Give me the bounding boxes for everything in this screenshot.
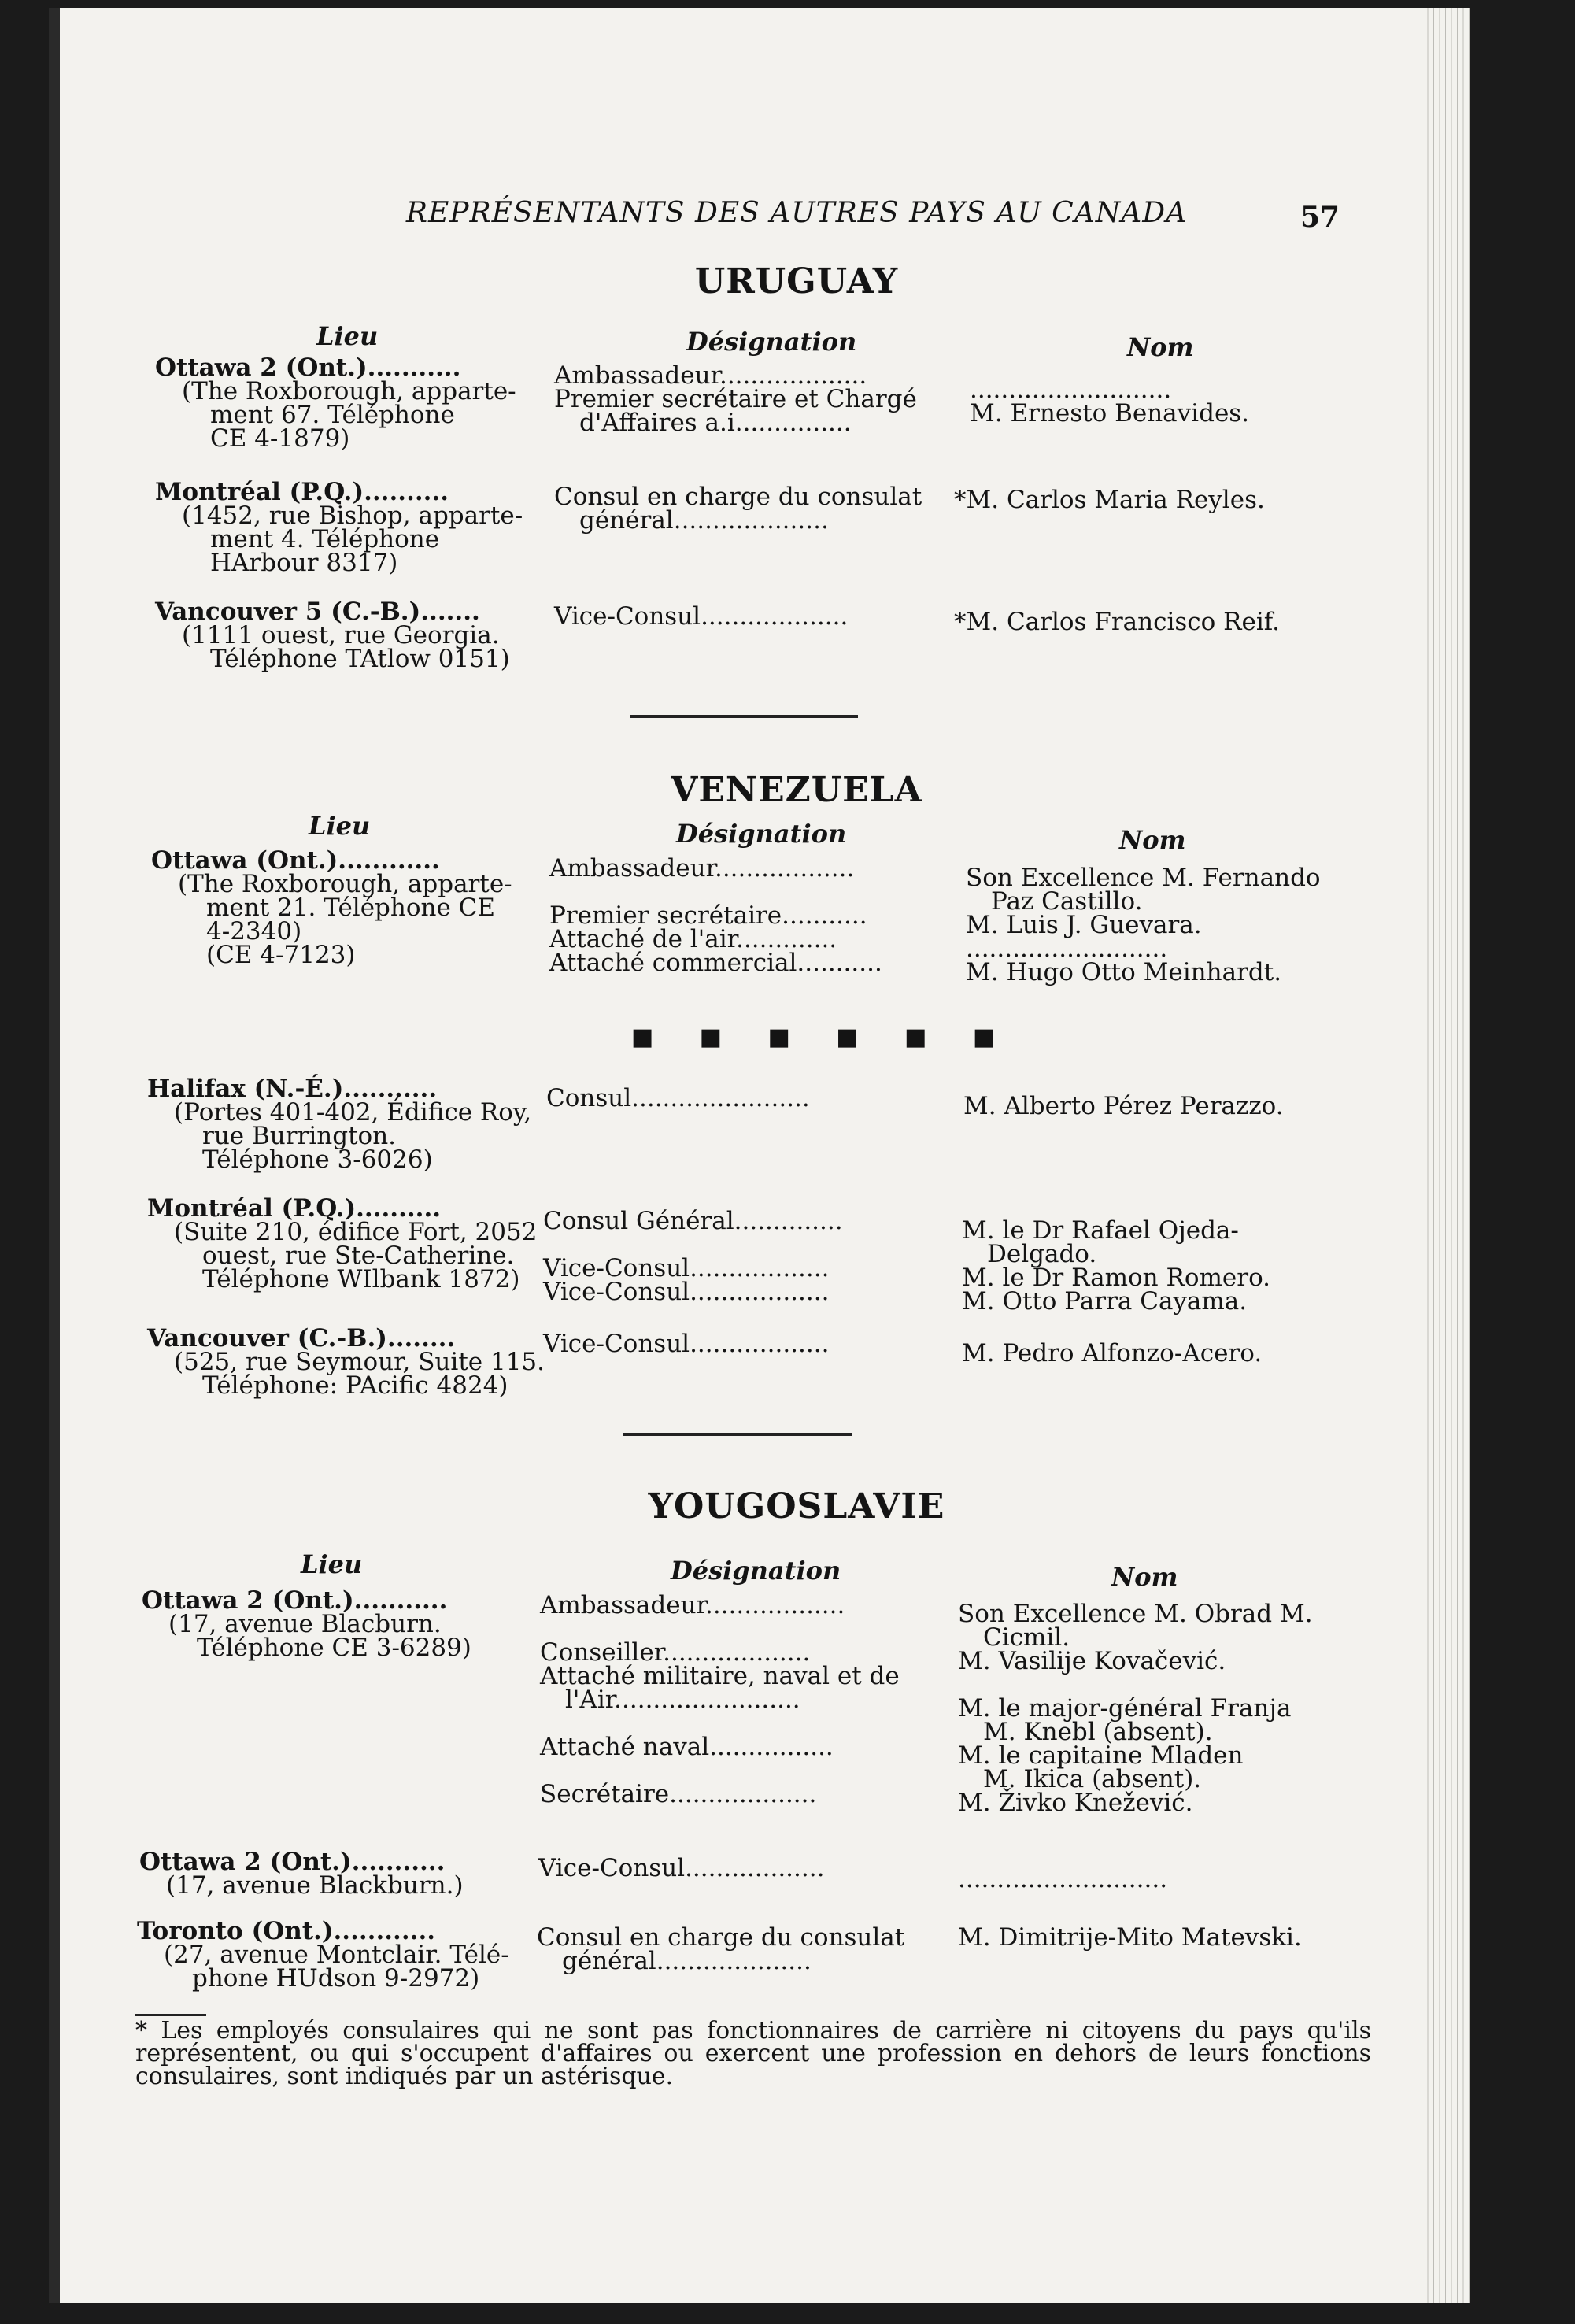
section-divider — [623, 1433, 852, 1436]
entry-designation: Ambassadeur.................. Premier secrétaire........... Attaché de l'air............. Attaché commercial........... — [549, 854, 882, 977]
page-binding — [49, 8, 60, 2303]
column-header-designation: Désignation — [686, 327, 857, 357]
entry-designation: Vice-Consul.................. — [538, 1854, 825, 1882]
entry-lieu: Ottawa 2 (Ont.)........... (17, avenue Blacburn. Téléphone CE 3-6289) — [142, 1586, 471, 1662]
address-line: ment 67. Téléphone — [210, 401, 455, 429]
entry-nom: ........................... — [958, 1865, 1168, 1893]
entry-nom: *M. Carlos Francisco Reif. — [954, 608, 1280, 636]
entry-designation: Consul en charge du consulat général.................... — [537, 1923, 905, 1975]
document-page — [49, 8, 1470, 2303]
page-number: 57 — [1300, 201, 1340, 234]
entry-lieu: Vancouver (C.-B.)........ (525, rue Seymour, Suite 115. Téléphone: PAcific 4824) — [147, 1324, 545, 1400]
entry-nom: M. Pedro Alfonzo-Acero. — [962, 1339, 1263, 1367]
entry-designation: Consul Général.............. Vice-Consul.................. Vice-Consul.................. — [543, 1207, 843, 1306]
entry-lieu: Montréal (P.Q.).......... (Suite 210, édifice Fort, 2052 ouest, rue Ste-Catherine. Téléphone WIlbank 1872) — [147, 1194, 538, 1293]
column-header-nom: Nom — [1127, 332, 1194, 362]
address-line: (The Roxborough, apparte- — [182, 377, 516, 405]
section-separator: ■ ■ ■ ■ ■ ■ — [631, 1023, 1015, 1051]
entry-lieu: Halifax (N.-É.)........... (Portes 401-402, Édifice Roy, rue Burrington. Téléphone 3-6026) — [147, 1075, 532, 1174]
entry-nom: M. le Dr Rafael Ojeda- Delgado. M. le Dr Ramon Romero. M. Otto Parra Cayama. — [962, 1216, 1271, 1316]
column-header-lieu: Lieu — [316, 321, 379, 351]
entry-lieu: Ottawa (Ont.)............ (The Roxborough, apparte- ment 21. Téléphone CE 4-2340) (CE 4-7123) — [151, 846, 512, 969]
column-header-nom: Nom — [1119, 825, 1186, 855]
column-header-nom: Nom — [1111, 1562, 1178, 1592]
entry-designation: Ambassadeur................... Premier secrétaire et Chargé d'Affaires a.i............... — [554, 361, 917, 437]
footnote-rule — [135, 2014, 206, 2016]
entry-nom: *M. Carlos Maria Reyles. — [954, 486, 1265, 514]
section-divider — [630, 715, 858, 718]
country-heading-uruguay: URUGUAY — [694, 261, 899, 302]
entry-nom: Son Excellence M. Fernando Paz Castillo. M. Luis J. Guevara. .......................... M. Hugo Otto Meinhardt. — [966, 864, 1321, 986]
footnote: * Les employés consulaires qui ne sont pas fonctionnaires de carrière ni citoyens du pays qu'ils représentent, ou qui s'occupent d'affaires ou exercent une profession en dehors de leurs fonctions consulaires, sont indiqués par un astérisque. — [135, 2017, 1371, 2090]
country-heading-yougoslavie: YOUGOSLAVIE — [648, 1486, 945, 1527]
entry-nom: .......................... M. Ernesto Benavides. — [970, 376, 1250, 427]
place-name: Ottawa 2 (Ont.)........... — [155, 353, 461, 382]
column-header-designation: Désignation — [671, 1556, 841, 1586]
entry-designation: Consul en charge du consulat général.................... — [554, 483, 922, 535]
running-title: REPRÉSENTANTS DES AUTRES PAYS AU CANADA — [405, 197, 1188, 229]
entry-lieu: Vancouver 5 (C.-B.)....... (1111 ouest, rue Georgia. Téléphone TAtlow 0151) — [155, 598, 510, 673]
column-header-lieu: Lieu — [309, 811, 371, 841]
entry-lieu: Montréal (P.Q.).......... (1452, rue Bishop, apparte- ment 4. Téléphone HArbour 8317) — [155, 478, 523, 577]
country-heading-venezuela: VENEZUELA — [671, 770, 922, 810]
page-edge — [1422, 8, 1470, 2303]
address-line: CE 4-1879) — [210, 424, 350, 453]
entry-nom: Son Excellence M. Obrad M. Cicmil. M. Vasilije Kovačević. M. le major-général Franja M. Knebl (absent). M. le capitaine Mladen M. Ikica (absent). M. Živko Knežević. — [958, 1600, 1313, 1817]
entry-designation: Vice-Consul.................. — [543, 1330, 830, 1358]
entry-lieu — [155, 353, 596, 453]
entry-designation: Ambassadeur.................. Conseiller................... Attaché militaire, naval et de l'Air........................ Attaché naval................ Secrétaire................... — [540, 1591, 900, 1808]
entry-lieu: Toronto (Ont.)............ (27, avenue Montclair. Télé- phone HUdson 9-2972) — [137, 1917, 509, 1993]
column-header-designation: Désignation — [676, 819, 847, 849]
entry-lieu: Ottawa 2 (Ont.)........... (17, avenue Blackburn.) — [139, 1848, 464, 1900]
column-header-lieu: Lieu — [301, 1549, 363, 1579]
entry-designation: Consul....................... — [546, 1084, 810, 1112]
entry-nom: M. Alberto Pérez Perazzo. — [963, 1092, 1284, 1120]
entry-nom: M. Dimitrije-Mito Matevski. — [958, 1923, 1302, 1952]
entry-designation: Vice-Consul................... — [554, 602, 849, 631]
